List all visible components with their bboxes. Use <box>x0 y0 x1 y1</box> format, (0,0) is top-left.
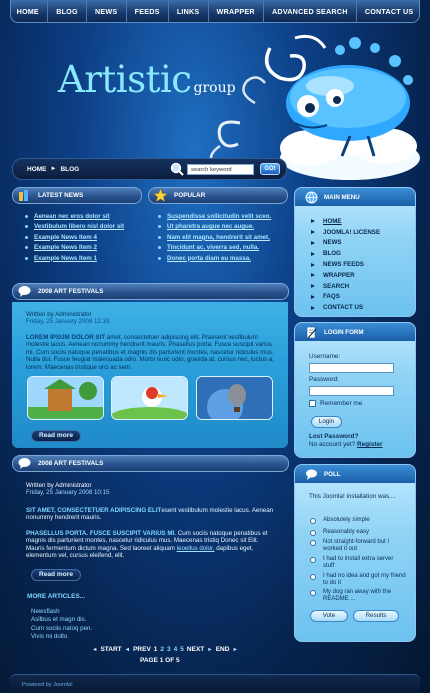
radio-button[interactable] <box>310 530 316 536</box>
menu-arrow-icon <box>311 273 315 277</box>
radio-button[interactable] <box>310 590 316 596</box>
nav-divider <box>208 0 209 23</box>
results-button[interactable]: Results <box>353 610 399 622</box>
password-field[interactable] <box>309 386 394 396</box>
search-icon <box>170 162 184 176</box>
remember-me-checkbox[interactable] <box>309 400 316 407</box>
latest-news-title: LATEST NEWS <box>38 192 84 199</box>
more-articles-list <box>31 608 92 642</box>
popular-link[interactable]: Ut pharetra augue nec augue. <box>167 223 254 231</box>
menu-item-label: JOOMLA! LICENSE <box>323 228 381 236</box>
menu-item-label: HOME <box>323 217 342 225</box>
speech-bubble-icon <box>17 456 32 471</box>
poll-option-label: Absolutely simple <box>323 517 370 523</box>
poll-option[interactable] <box>310 573 406 586</box>
menu-item-news-feeds[interactable] <box>311 259 380 270</box>
search-input[interactable] <box>187 164 254 175</box>
login-form-box <box>294 322 416 458</box>
article-lead: SIT AMET, CONSECTETUER ADIPISCING ELIT <box>26 507 162 514</box>
more-article-link[interactable]: Newsflash <box>31 608 60 615</box>
pager-next[interactable]: NEXT <box>186 646 205 653</box>
arrow-left-icon: ◄ <box>92 646 98 653</box>
article-text: Cum sociis natoque penatibus et magnis dis parturient montes, nascetur ridiculus mus. Maecenas tristiq Donec sit Elit. Mauris fermentum dictum magna. Sed laoreet aliquam <box>26 530 268 552</box>
pagination <box>92 646 238 653</box>
article-2-body <box>26 507 276 522</box>
menu-item-license[interactable] <box>311 227 380 238</box>
poll-header <box>295 465 415 483</box>
article-lead-2: PHASELLUS PORTA. FUSCE SUSCIPIT VARIUS MI. <box>26 530 176 537</box>
poll-option[interactable] <box>310 517 406 524</box>
pager-prev[interactable]: PREV <box>133 646 151 653</box>
menu-item-label: WRAPPER <box>323 271 355 279</box>
logo-main-text: Artistic <box>58 58 192 101</box>
more-articles-title: MORE ARTICLES... <box>27 593 85 600</box>
article-text: amet, consectetuer adipiscing elit. Praesent vestibulum molestie lacus. Aenean nonummy hendrerit mauris. Phasellus porta. Fusce suscipit varius mi. Cum sociis natoque penatibus et magnis dis parturient montes, nascetur ridiculus mus. Nulla dui. Fusce feugiat malesuada odio. Morbi nunc odio, gravida at, cursus nec, luctus a, lorem. Maecenas tristique orci ac sem. <box>26 334 274 371</box>
nav-divider <box>126 0 127 23</box>
nav-news[interactable]: NEWS <box>95 6 118 16</box>
menu-arrow-icon <box>311 252 315 256</box>
article-text: dapibus eget, elementum vel, cursus eleifend, elit. <box>26 544 254 560</box>
poll-option[interactable] <box>310 556 406 569</box>
article-thumbnail[interactable] <box>196 376 273 420</box>
article-1-header <box>12 283 289 300</box>
list-item[interactable] <box>158 222 271 233</box>
no-account-text: No account yet? <box>309 441 356 448</box>
nav-contact-us[interactable]: CONTACT US <box>364 6 414 16</box>
footer <box>10 674 420 693</box>
register-line <box>309 441 383 448</box>
poll-option-label: My dog ran away with the README ... <box>323 589 392 602</box>
balloon-image <box>197 377 273 420</box>
bullet-icon <box>25 236 28 239</box>
breadcrumb-home[interactable]: HOME <box>27 165 47 173</box>
latest-news-list <box>25 211 124 264</box>
pager-page[interactable]: 3 <box>167 646 171 653</box>
poll-option[interactable] <box>310 539 406 552</box>
menu-arrow-icon <box>311 284 315 288</box>
nav-divider <box>86 0 87 23</box>
poll-option-label: I had no idea and got my friend to do it <box>323 573 406 586</box>
register-link[interactable]: Register <box>356 441 383 448</box>
nav-feeds[interactable]: FEEDS <box>134 6 160 16</box>
menu-arrow-icon <box>311 295 315 299</box>
login-button[interactable]: Login <box>311 416 342 428</box>
menu-arrow-icon <box>311 241 315 245</box>
bullet-icon <box>158 225 161 228</box>
speech-bubble-icon <box>305 468 318 481</box>
read-more-button[interactable]: Read more <box>31 430 81 442</box>
pager-end[interactable]: END <box>215 646 230 653</box>
news-people-icon <box>17 188 32 203</box>
popular-link[interactable]: Tincidunt ac, viverra sed, nulla. <box>167 244 260 252</box>
poll-option[interactable] <box>310 529 406 536</box>
article-date: Friday, 25 January 2008 10:15 <box>26 489 110 496</box>
list-item[interactable] <box>25 232 124 243</box>
nav-divider <box>356 0 357 23</box>
list-item[interactable] <box>25 222 124 233</box>
radio-button[interactable] <box>310 518 316 524</box>
nav-advanced-search[interactable]: ADVANCED SEARCH <box>272 6 348 16</box>
news-link[interactable]: Example News Item 1 <box>34 254 97 262</box>
article-inline-link[interactable]: leoellus dolor, <box>176 544 215 552</box>
menu-item-search[interactable] <box>311 281 380 292</box>
article-author: Written by Administrator <box>26 482 92 489</box>
article-2-header <box>12 455 289 472</box>
list-item[interactable] <box>25 253 124 264</box>
article-thumbnail[interactable] <box>111 376 188 420</box>
more-article-link[interactable]: Vivis mi dolto. <box>31 633 70 641</box>
popular-header <box>148 187 288 204</box>
menu-item-wrapper[interactable] <box>311 270 380 281</box>
nav-divider <box>263 0 264 23</box>
speech-bubble-icon <box>17 284 32 299</box>
bullet-icon <box>158 246 161 249</box>
more-article-link[interactable]: Asilbus et magn dis. <box>31 616 87 624</box>
lost-password-text: Lost Password? <box>309 433 359 440</box>
nav-wrapper[interactable]: WRAPPER <box>216 6 255 16</box>
bullet-icon <box>25 225 28 228</box>
article-2-title: 2008 ART FESTIVALS <box>38 460 104 467</box>
pager-start[interactable]: START <box>100 646 122 653</box>
menu-item-contact-us[interactable] <box>311 302 380 313</box>
vote-button[interactable]: Vote <box>310 610 348 622</box>
menu-arrow-icon <box>311 230 315 234</box>
menu-item-label: SEARCH <box>323 282 350 290</box>
document-icon <box>305 326 318 339</box>
nav-blog[interactable]: BLOG <box>56 6 78 16</box>
menu-arrow-icon <box>311 263 315 267</box>
logo-sub-text: group <box>193 80 236 96</box>
star-icon <box>153 188 168 203</box>
poll-option-label: Not straight-forward but I worked it out <box>323 539 390 552</box>
arrow-left-icon: ◄ <box>124 646 131 653</box>
list-item[interactable] <box>158 232 271 243</box>
read-more-button[interactable]: Read more <box>31 569 81 581</box>
menu-item-label: CONTACT US <box>323 304 364 312</box>
password-label: Password: <box>309 376 339 383</box>
arrow-right-icon: ► <box>232 646 238 653</box>
top-nav <box>10 0 420 23</box>
poll-title: POLL <box>324 470 341 478</box>
latest-news-header <box>12 187 142 204</box>
lost-password-link[interactable] <box>309 433 358 440</box>
menu-item-label: NEWS FEEDS <box>323 261 364 269</box>
bullet-icon <box>25 246 28 249</box>
bullet-icon <box>158 215 161 218</box>
poll-option-label: Reasonably easy <box>323 529 370 535</box>
popular-link[interactable]: Suspendisse sollicitudin velit sceo. <box>167 212 272 220</box>
search-go-button[interactable]: GO! <box>260 163 280 175</box>
article-author: Written by Administrator <box>26 311 92 318</box>
login-form-title: LOGIN FORM <box>324 328 364 336</box>
poll-option[interactable] <box>310 589 406 602</box>
pager-page[interactable]: 1 <box>153 646 158 653</box>
username-field[interactable] <box>309 363 394 373</box>
breadcrumb-arrow-icon: ► <box>50 166 57 172</box>
article-thumbnail[interactable] <box>27 376 104 420</box>
menu-item-label: FAQS <box>323 293 340 301</box>
bullet-icon <box>158 257 161 260</box>
popular-link[interactable]: Donec porta diam eu massa. <box>167 254 251 262</box>
news-link[interactable]: Example News Item 4 <box>34 233 97 241</box>
radio-button[interactable] <box>310 540 316 546</box>
bullet-icon <box>25 257 28 260</box>
article-text: esent vestibulum molestie lacus. Aenean nonummy hendrerit mauris. <box>26 507 274 522</box>
remember-me-label: Remember me <box>320 400 363 407</box>
list-item[interactable] <box>25 243 124 254</box>
breadcrumb-current: BLOG <box>60 165 80 173</box>
article-date: Friday, 25 January 2008 12:33 <box>26 318 110 325</box>
main-menu-header <box>295 188 415 206</box>
list-item[interactable] <box>25 211 124 222</box>
menu-item-faqs[interactable] <box>311 292 380 303</box>
article-1-meta <box>26 311 109 325</box>
main-menu-title: MAIN MENU <box>324 193 360 201</box>
radio-button[interactable] <box>310 574 316 580</box>
bullet-icon <box>25 215 28 218</box>
bullet-icon <box>158 236 161 239</box>
poll-option-label: I had to install extra server stuff <box>323 556 394 569</box>
treehouse-image <box>28 377 104 420</box>
login-form-header <box>295 323 415 341</box>
pager-page[interactable]: 5 <box>180 646 184 653</box>
list-item[interactable] <box>158 253 271 264</box>
article-lead: LOREM IPSUM DOLOR SIT <box>26 334 106 341</box>
article-1-title: 2008 ART FESTIVALS <box>38 288 104 295</box>
nav-divider <box>47 0 48 23</box>
nav-home[interactable]: HOME <box>16 6 39 16</box>
footer-text[interactable]: Powered by Joomla! <box>22 682 73 688</box>
menu-item-home[interactable] <box>311 216 380 227</box>
nav-links[interactable]: LINKS <box>176 6 200 16</box>
poll-question: This Joomla! installation was.... <box>309 493 397 500</box>
menu-arrow-icon <box>311 306 315 310</box>
radio-button[interactable] <box>310 557 316 563</box>
bird-image <box>112 377 188 420</box>
globe-icon <box>305 191 318 204</box>
article-2-body-2 <box>26 530 276 560</box>
nav-divider <box>168 0 169 23</box>
article-1-body <box>26 334 276 371</box>
menu-item-blog[interactable] <box>311 248 380 259</box>
menu-arrow-icon <box>311 219 315 223</box>
news-link[interactable]: Aenean nec eros dolor sit <box>34 212 110 220</box>
popular-link[interactable]: Nam elit magna, hendrerit sit amet, <box>167 233 270 241</box>
news-link[interactable]: Example News Item 2 <box>34 244 97 252</box>
pager-page[interactable]: 2 <box>160 646 165 653</box>
menu-item-label: NEWS <box>323 239 342 247</box>
arrow-right-icon: ► <box>207 646 213 653</box>
page-count: PAGE 1 OF 5 <box>140 657 180 664</box>
popular-title: POPULAR <box>174 192 206 199</box>
pager-page[interactable]: 4 <box>173 646 178 653</box>
menu-item-label: BLOG <box>323 250 341 258</box>
article-2-meta <box>26 482 276 496</box>
popular-list <box>158 211 271 264</box>
main-menu-list <box>311 216 380 313</box>
menu-item-news[interactable] <box>311 238 380 249</box>
main-menu-box <box>294 187 416 317</box>
username-label: Username: <box>309 353 341 360</box>
news-link[interactable]: Vestibulum libero nisl dolor sit <box>34 223 125 231</box>
list-item[interactable] <box>158 243 271 254</box>
more-article-link[interactable]: Cum sociis natoq pen. <box>31 624 93 632</box>
list-item[interactable] <box>158 211 271 222</box>
